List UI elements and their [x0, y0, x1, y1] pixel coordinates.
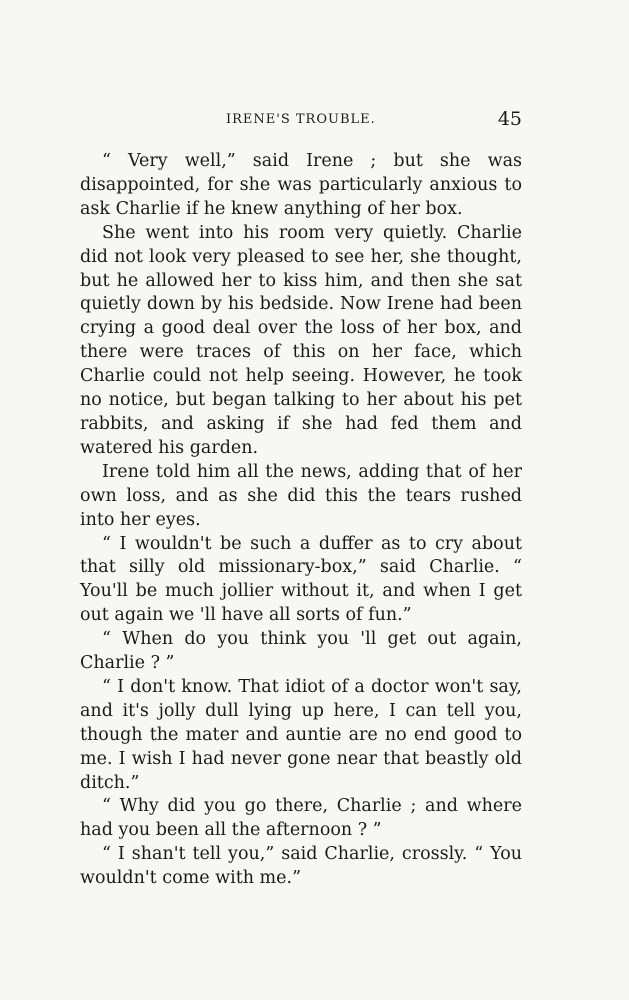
paragraph: “ Very well,” said Irene ; but she was disappointed, for she was particularly anxious to ask Charlie if he knew anything of her box. — [80, 151, 522, 219]
paragraph: “ I wouldn't be such a duffer as to cry about that silly old missionary-box,” said Charlie. “ You'll be much jollier without it, and when I get out again we 'll have all sorts of fun.” — [80, 533, 522, 626]
page-header — [80, 108, 522, 132]
paragraph: Irene told him all the news, adding that of her own loss, and as she did this the tears rushed into her eyes. — [80, 461, 522, 530]
page-number: 45 — [497, 108, 522, 130]
running-title: IRENE'S TROUBLE. — [226, 112, 376, 127]
paragraph: She went into his room very quietly. Charlie did not look very pleased to see her, she thought, but he allowed her to kiss him, and then she sat quietly down by his bedside. Now Irene had been crying a good deal over the loss of her box, and there were traces of this on her face, which Charlie could not help seeing. However, he took no notice, but began talking to her about his pet rabbits, and asking if she had fed them and watered his garden. — [80, 222, 522, 458]
paragraph: “ I shan't tell you,” said Charlie, crossly. “ You wouldn't come with me.” — [80, 844, 522, 889]
paragraph: “ I don't know. That idiot of a doctor won't say, and it's jolly dull lying up here, I can tell you, though the mater and auntie are no end good to me. I wish I had never gone near that beastly old ditch.” — [80, 676, 522, 793]
body-text — [80, 150, 522, 891]
paragraph: “ When do you think you 'll get out again, Charlie ? ” — [80, 629, 522, 674]
paragraph: “ Why did you go there, Charlie ; and where had you been all the afternoon ? ” — [80, 796, 522, 841]
